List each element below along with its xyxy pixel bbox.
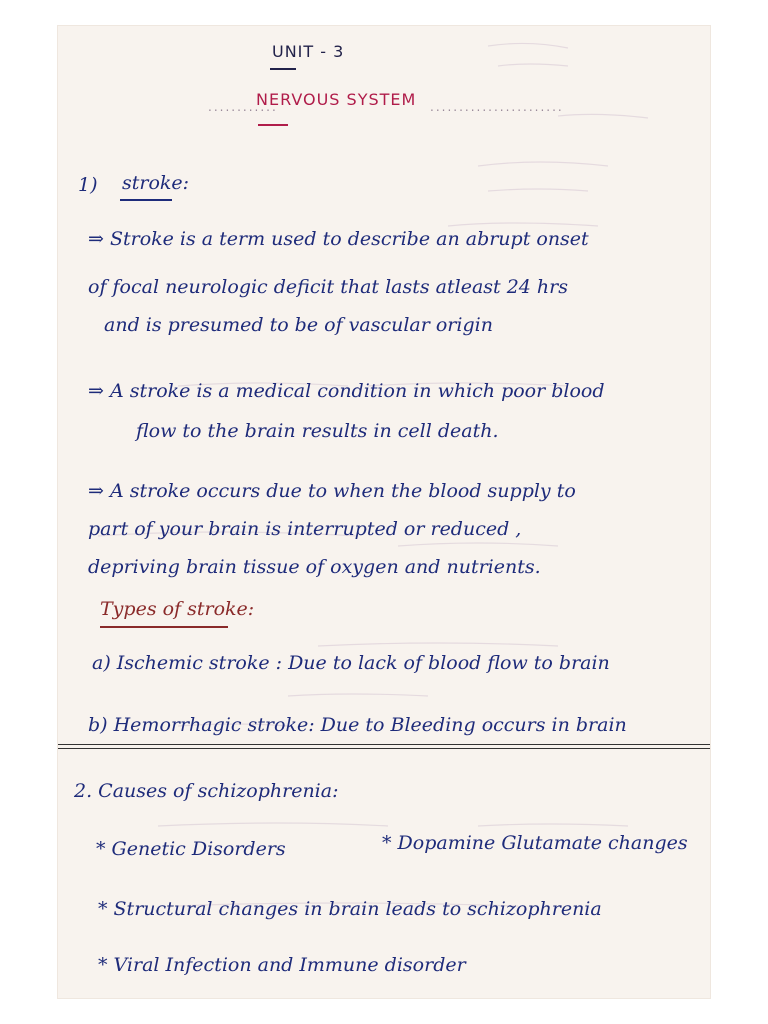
cause-dopamine: * Dopamine Glutamate changes bbox=[382, 832, 688, 854]
title-leader-right: ....................... bbox=[430, 100, 564, 114]
para1-line1: ⇒ Stroke is a term used to describe an abrupt onset bbox=[88, 228, 589, 250]
cause-viral: * Viral Infection and Immune disorder bbox=[98, 954, 466, 976]
types-of-stroke-heading: Types of stroke: bbox=[100, 598, 255, 620]
notebook-page bbox=[58, 26, 710, 998]
para2-line1: ⇒ A stroke is a medical condition in which poor blood bbox=[88, 380, 605, 402]
cause-structural: * Structural changes in brain leads to schizophrenia bbox=[98, 898, 602, 920]
para3-line1: ⇒ A stroke occurs due to when the blood supply to bbox=[88, 480, 576, 502]
types-heading-underline bbox=[100, 626, 228, 628]
para3-line2: part of your brain is interrupted or reduced , bbox=[88, 518, 522, 540]
page-title: NERVOUS SYSTEM bbox=[256, 90, 417, 109]
title-leader-left: ............ bbox=[208, 100, 278, 114]
para1-line3: and is presumed to be of vascular origin bbox=[104, 314, 493, 336]
cause-genetic: * Genetic Disorders bbox=[96, 838, 286, 860]
title-underline bbox=[258, 124, 288, 126]
stroke-heading-underline bbox=[120, 199, 172, 201]
para3-line3: depriving brain tissue of oxygen and nutrients. bbox=[88, 556, 541, 578]
unit-underline bbox=[270, 68, 296, 70]
unit-label: UNIT - 3 bbox=[272, 42, 345, 61]
type-b-hemorrhagic: b) Hemorrhagic stroke: Due to Bleeding occurs in brain bbox=[88, 714, 627, 736]
type-a-ischemic: a) Ischemic stroke : Due to lack of blood flow to brain bbox=[92, 652, 610, 674]
para1-line2: of focal neurologic deficit that lasts atleast 24 hrs bbox=[88, 276, 568, 298]
para2-line2: flow to the brain results in cell death. bbox=[136, 420, 499, 442]
section-heading-schizophrenia: 2. Causes of schizophrenia: bbox=[74, 780, 339, 802]
section-number-1: 1) bbox=[78, 174, 98, 196]
section-heading-stroke: stroke: bbox=[122, 172, 190, 194]
section-divider bbox=[58, 744, 710, 749]
